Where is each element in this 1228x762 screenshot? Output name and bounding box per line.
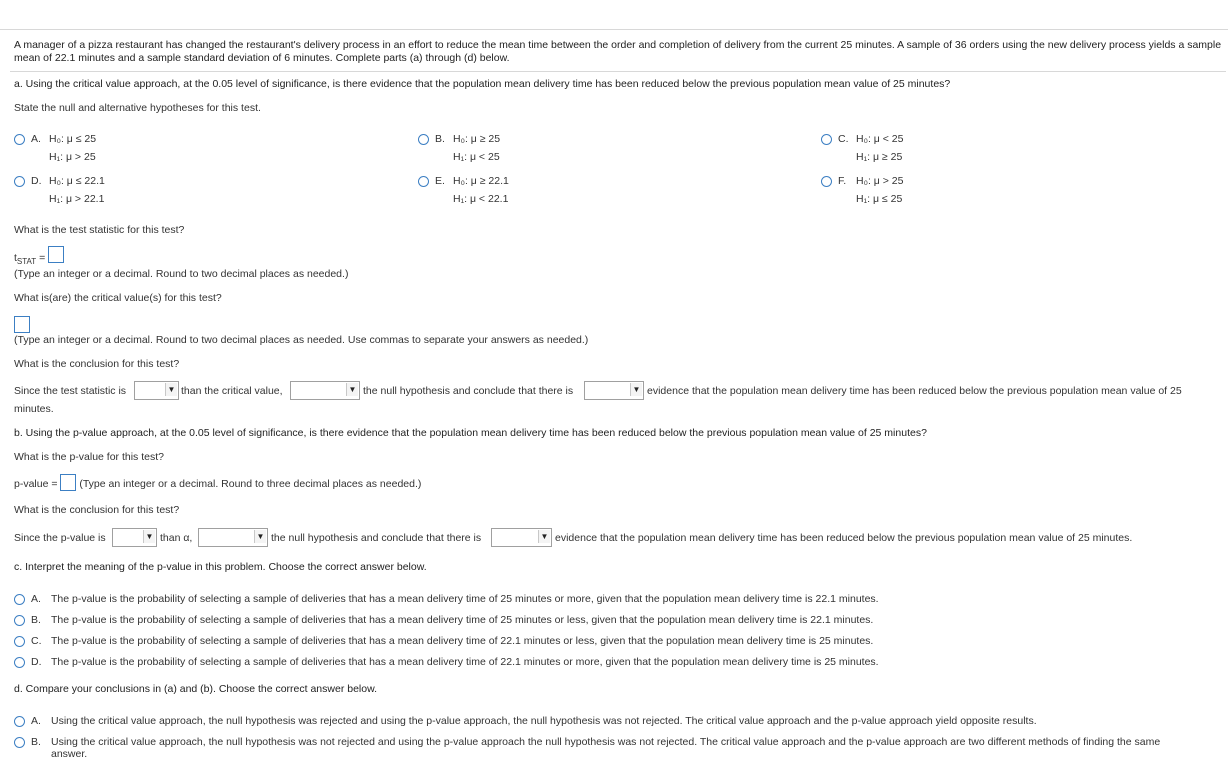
evidence-dropdown-b[interactable]	[491, 528, 552, 547]
h1-label: H₁: μ < 22.1	[453, 193, 509, 205]
h1-label: H₁: μ > 22.1	[49, 193, 105, 205]
pvalue-row	[14, 474, 421, 491]
critical-value-input-wrap	[14, 316, 30, 336]
since-text-b3: the null hypothesis and conclude that there is	[271, 532, 482, 544]
radio-button[interactable]	[14, 134, 25, 145]
since-text-5: minutes.	[14, 403, 54, 415]
since-text-4: evidence that the population mean delivery time has been reduced below the previous population mean value of 25	[647, 385, 1182, 397]
radio-button[interactable]	[14, 716, 25, 727]
comparison-dropdown-b[interactable]	[112, 528, 157, 547]
since-text-b2: than α,	[160, 532, 193, 544]
dropdown-arrow-icon: ▼	[254, 530, 266, 543]
radio-button[interactable]	[821, 134, 832, 145]
radio-button[interactable]	[14, 615, 25, 626]
top-divider	[0, 29, 1228, 30]
pvalue-prompt: What is the p-value for this test?	[14, 451, 164, 463]
h0-label: H₀: μ ≤ 22.1	[49, 175, 105, 187]
tstat-label: $t_{STAT}$ =	[14, 252, 46, 267]
test-stat-prompt: What is the test statistic for this test?	[14, 224, 185, 236]
radio-button[interactable]	[14, 594, 25, 605]
part-b-question: b. Using the p-value approach, at the 0.05 level of significance, is there evidence that the population mean delivery time has been reduced below the previous population mean value of 25 minutes?	[14, 427, 927, 439]
tstat-input[interactable]	[48, 246, 64, 263]
radio-button[interactable]	[14, 636, 25, 647]
since-text-1: Since the test statistic is	[14, 385, 127, 397]
h0-label: H₀: μ ≥ 22.1	[453, 175, 509, 187]
dropdown-arrow-icon: ▼	[165, 383, 177, 396]
dropdown-arrow-icon: ▼	[630, 383, 642, 396]
conclusion-prompt-b: What is the conclusion for this test?	[14, 504, 180, 516]
since-text-b4: evidence that the population mean delivery time has been reduced below the previous population mean value of 25 minutes.	[555, 532, 1133, 544]
since-text-3: the null hypothesis and conclude that there is	[363, 385, 574, 397]
critical-value-prompt: What is(are) the critical value(s) for this test?	[14, 292, 222, 304]
radio-button[interactable]	[14, 737, 25, 748]
h1-label: H₁: μ < 25	[453, 151, 500, 163]
dropdown-arrow-icon: ▼	[143, 530, 155, 543]
part-c-question: c. Interpret the meaning of the p-value in this problem. Choose the correct answer below.	[14, 561, 427, 573]
pvalue-hint: (Type an integer or a decimal. Round to three decimal places as needed.)	[79, 478, 422, 490]
h1-label: H₁: μ ≥ 25	[856, 151, 903, 163]
radio-button[interactable]	[821, 176, 832, 187]
pvalue-label: p-value =	[14, 478, 58, 490]
dropdown-arrow-icon: ▼	[346, 383, 358, 396]
tstat-hint: (Type an integer or a decimal. Round to two decimal places as needed.)	[14, 268, 349, 280]
h0-label: H₀: μ ≥ 25	[453, 133, 501, 145]
h0-label: H₀: μ > 25	[856, 175, 904, 187]
dropdown-arrow-icon: ▼	[538, 530, 550, 543]
pvalue-input[interactable]	[60, 474, 76, 491]
evidence-dropdown-a[interactable]	[584, 381, 644, 400]
radio-button[interactable]	[418, 134, 429, 145]
h0-label: H₀: μ < 25	[856, 133, 904, 145]
problem-intro: A manager of a pizza restaurant has changed the restaurant's delivery process in an effort to reduce the mean time between the order and completion of delivery from the current 25 minutes. A sample of 36 orders using the new delivery process yields a sample mean of 22.1 minutes and a sample standard deviation of 6 minutes. Complete parts (a) through (d) below.	[14, 39, 1222, 64]
part-a-question: a. Using the critical value approach, at the 0.05 level of significance, is there evidence that the population mean delivery time has been reduced below the previous population mean value of 25 minutes?	[14, 78, 951, 90]
h1-label: H₁: μ ≤ 25	[856, 193, 903, 205]
conclusion-prompt-a: What is the conclusion for this test?	[14, 358, 180, 370]
comparison-dropdown-a[interactable]	[134, 381, 179, 400]
h1-label: H₁: μ > 25	[49, 151, 96, 163]
h0-label: H₀: μ ≤ 25	[49, 133, 97, 145]
radio-button[interactable]	[14, 657, 25, 668]
critical-value-hint: (Type an integer or a decimal. Round to two decimal places as needed. Use commas to separate your answers as needed.)	[14, 334, 589, 346]
decision-dropdown-b[interactable]	[198, 528, 268, 547]
intro-divider	[10, 71, 1226, 72]
since-text-2: than the critical value,	[181, 385, 283, 397]
part-d-question: d. Compare your conclusions in (a) and (b). Choose the correct answer below.	[14, 683, 378, 695]
critical-value-input[interactable]	[14, 316, 30, 333]
radio-button[interactable]	[14, 176, 25, 187]
since-text-b1: Since the p-value is	[14, 532, 106, 544]
tstat-row	[14, 246, 64, 266]
radio-button[interactable]	[418, 176, 429, 187]
decision-dropdown-a[interactable]	[290, 381, 360, 400]
hypotheses-prompt: State the null and alternative hypotheses for this test.	[14, 102, 261, 114]
